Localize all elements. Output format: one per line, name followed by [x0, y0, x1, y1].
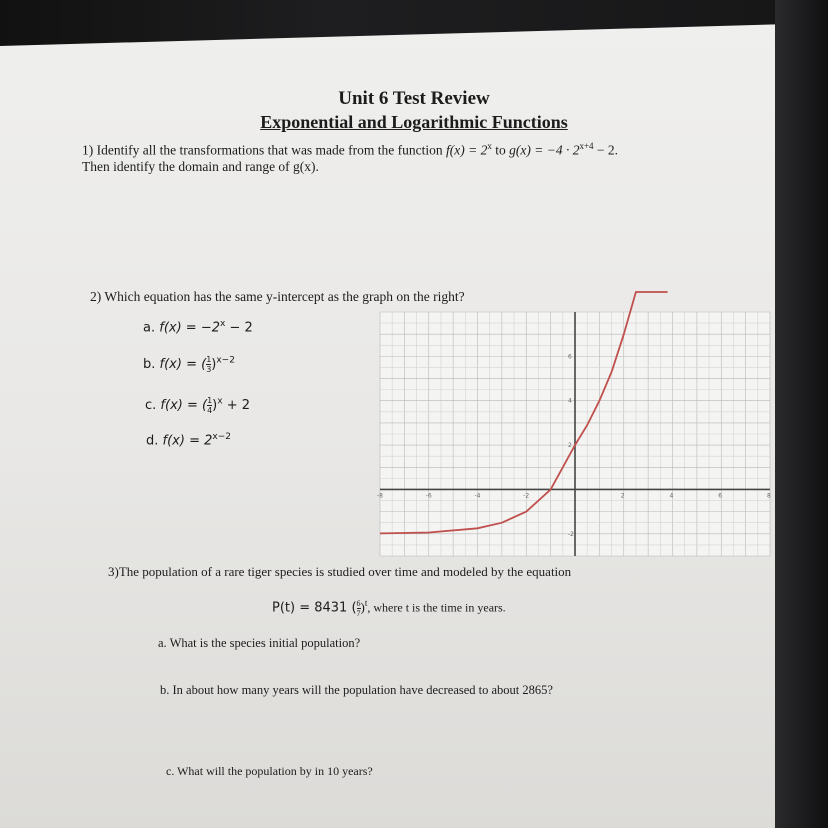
- q1-text: 1) Identify all the transformations that was made from the function: [82, 142, 443, 158]
- exponential-graph: [377, 312, 771, 556]
- option-c-den: 4: [207, 406, 213, 415]
- q3-close: ): [360, 599, 365, 615]
- option-c-eq: f(x) = (: [160, 398, 208, 413]
- x-tick-label: 2: [620, 492, 625, 500]
- option-a: [143, 319, 253, 335]
- question-3b: b. In about how many years will the population have decreased to about 2865?: [160, 683, 553, 697]
- option-c-close: ): [212, 398, 218, 413]
- option-c-tail: + 2: [222, 398, 251, 413]
- x-tick-label: -2: [523, 492, 530, 500]
- option-a-label: a.: [143, 320, 156, 336]
- question-3-equation: [272, 598, 506, 618]
- q3-eq-left: P(t) = 8431 (: [272, 600, 357, 616]
- q1-g-tail: − 2.: [596, 142, 619, 158]
- option-b-eq: f(x) = (: [159, 357, 207, 372]
- option-b-label: b.: [143, 357, 156, 372]
- option-b-exp: x−2: [216, 355, 235, 366]
- question-1-line-1: [82, 141, 618, 159]
- q3-exp: t: [364, 598, 368, 608]
- question-3a: a. What is the species initial population?: [158, 636, 361, 650]
- option-d-exp: x−2: [212, 432, 231, 442]
- question-3c: c. What will the population by in 10 years?: [166, 764, 373, 778]
- x-tick-label: 6: [718, 492, 723, 500]
- question-1-line-2: Then identify the domain and range of g(x).: [82, 159, 319, 174]
- option-b-den: 3: [206, 365, 212, 374]
- q1-f-def: f(x) = 2: [446, 142, 488, 158]
- option-c-label: c.: [145, 398, 157, 413]
- q3-den: 7: [356, 608, 361, 618]
- option-c-num: 1: [207, 396, 213, 405]
- page-subtitle: Exponential and Logarithmic Functions: [260, 112, 568, 132]
- option-c: [145, 396, 250, 415]
- question-3-prompt: 3)The population of a rare tiger species is studied over time and modeled by the equation: [108, 564, 572, 579]
- option-a-eq: f(x) = −2: [159, 320, 220, 336]
- y-tick-label: 6: [568, 353, 572, 361]
- q3-num: 6: [356, 598, 361, 608]
- y-tick-label: 4: [568, 397, 572, 405]
- question-2-prompt: 2) Which equation has the same y-intercept as the graph on the right?: [90, 289, 465, 304]
- q1-g-def: g(x) = −4 · 2: [509, 142, 580, 158]
- x-tick-label: 4: [669, 492, 674, 500]
- option-d-eq: f(x) = 2: [162, 433, 213, 449]
- option-b: [143, 355, 235, 374]
- option-a-tail: − 2: [225, 320, 253, 336]
- option-a-exp: x: [219, 319, 226, 329]
- page-title: Unit 6 Test Review: [338, 88, 490, 109]
- option-c-exp: x: [217, 396, 223, 407]
- q3-tail: , where t is the time in years.: [367, 600, 506, 615]
- option-b-num: 1: [206, 355, 212, 364]
- x-tick-label: -6: [425, 492, 432, 500]
- option-d: [146, 432, 231, 448]
- x-tick-label: -4: [474, 492, 481, 500]
- option-d-label: d.: [146, 433, 159, 449]
- x-tick-label: 8: [767, 492, 771, 500]
- q1-f-exp: x: [487, 141, 492, 151]
- q1-g-exp: x+4: [579, 141, 594, 151]
- q1-to: to: [495, 142, 506, 158]
- option-b-close: ): [211, 357, 217, 372]
- y-tick-label: 2: [568, 442, 572, 450]
- x-tick-label: -8: [377, 492, 383, 500]
- y-tick-label: -2: [568, 530, 574, 538]
